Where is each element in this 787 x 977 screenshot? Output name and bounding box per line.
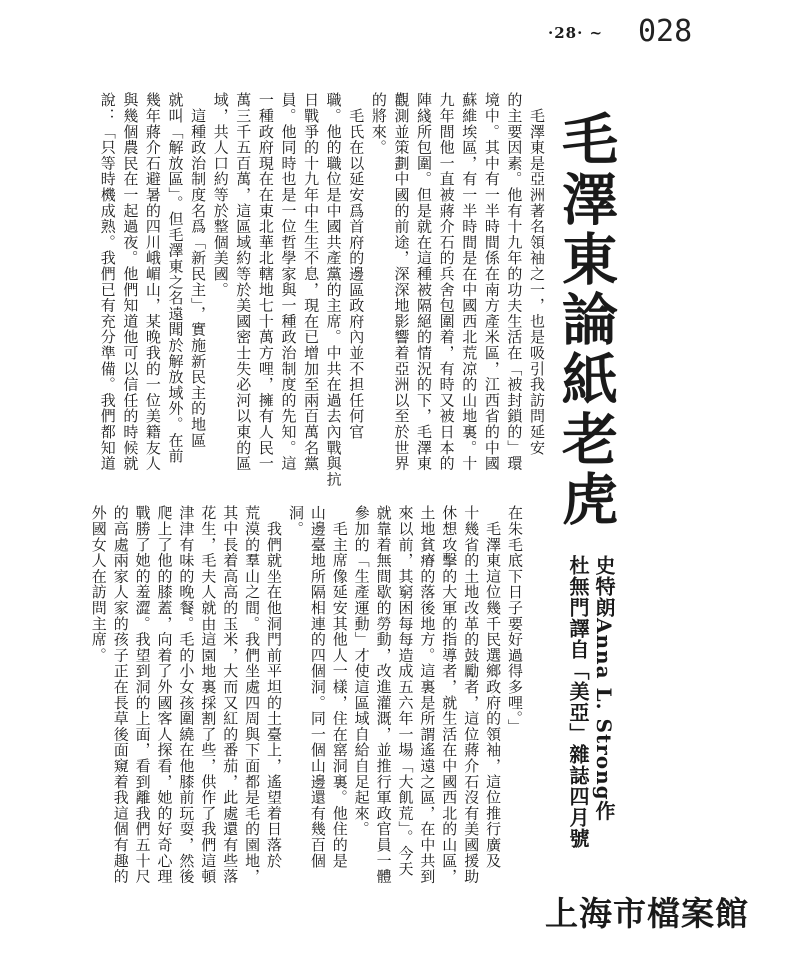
article-title: 毛澤東論紙老虎 [553,110,619,530]
text-column: 其中長着高高的玉米，大而又紅的番茄，此處還有些落 [221,505,240,885]
text-column: 的將來。 [369,92,388,156]
text-column: 毛澤東是亞洲著名領袖之一，也是吸引我訪問延安 [528,92,546,456]
text-column: 荒漠的羣山之間。我們坐處四周與下面都是毛的園地， [243,505,262,885]
text-column: 毛主席像延安其他人一樣，住在窰洞裏。他住的是 [330,505,349,869]
lower-text-block [87,505,525,885]
text-column: 在朱毛底下日子要好過得多哩。」 [506,505,524,735]
text-column: 十幾省的土地改革的鼓勵者，這位蔣介石沒有美國援助 [462,505,481,885]
text-column: 津津有味的晚餐。毛的小女孩圍繞在他膝前玩耍，然後 [177,505,196,885]
text-column: 就叫「解放區」。但毛澤東之名遠聞於解放域外。在前 [166,92,185,464]
archive-stamp: 上海市檔案館 [545,894,749,933]
translator-byline: 杜無門譯自「美亞」雜誌四月號 [566,555,590,849]
text-column: 山邊臺地所隔相連的四個洞。同一個山邊還有幾百個 [308,505,327,869]
upper-text-block [96,92,548,487]
text-column: 九年間他一直被蔣介石的兵舍包圍着，有時又被日本的 [437,92,456,472]
text-column: 萬三千五百萬，這區域約等於美國密士失必河以東的區 [234,92,253,472]
text-column: 境中。其中有一半時間係在南方產米區，江西省的中國 [482,92,501,472]
text-column: 觀測並策劃中國的前途，深深地影響着亞洲以至於世界 [392,92,411,472]
text-column: 域，共人口約等於整個美國。 [211,92,230,298]
text-column: 我們就坐在他洞門前平坦的土臺上，遙望着日落於 [265,505,284,869]
text-column: 與幾個農民在一起過夜。他們知道他可以信任的時候就 [121,92,140,472]
text-column: 就靠着無間歇的勞動，改進灌溉，並推行軍政官員一體 [374,505,393,885]
text-column: 花生，毛夫人就由這園地裏採割了些，供作了我們這頓 [199,505,218,885]
text-column: 日戰爭的十九年中生生不息，現在已增加至兩百萬名黨 [302,92,321,472]
text-column: 這種政治制度名爲「新民主」，實施新民主的地區 [189,92,208,448]
text-column: 說：「只等時機成熟。我們已有充分準備。我們都知道 [98,92,117,472]
text-column: 蘇維埃區，有一半時間是在中國西北荒凉的山地裏。十 [460,92,479,472]
archive-number: 028 [638,14,693,49]
text-column: 爬上了他的膝蓋，向着了外國客人探看，她的好奇心理 [155,505,174,885]
text-column: 毛氏在以延安爲首府的邊區政府內並不担任何官 [347,92,366,440]
text-column: 參加的「生產運動」才使這區域自給自足起來。 [352,505,371,837]
text-column: 一種政府現在在東北華北轄地七十萬方哩，擁有人民一 [256,92,275,472]
text-column: 毛澤東這位幾千民選鄉政府的領袖，這位推行廣及 [484,505,503,869]
page-number: ·28· ~ [548,24,604,42]
text-column: 員。他同時也是一位哲學家與一種政治制度的先知。這 [279,92,298,472]
text-column: 外國女人在訪問主席。 [89,505,108,663]
text-column: 土地貧瘠的落後地方。這裏是所謂遙遠之區，在中共到 [418,505,437,885]
text-column: 來以前，其窮困每每造成五六年一場「大飢荒」。今天 [396,505,415,877]
text-column: 幾年蔣介石避暑的四川峨嵋山，某晚我的一位美籍友人 [143,92,162,472]
text-column: 陣綫所包圍。但是就在這種被隔絕的情況的下，毛澤東 [415,92,434,472]
text-column: 休想攻擊的大軍的指導者，就生活在中國西北的山區， [440,505,459,885]
text-column: 的主要因素。他有十九年的功夫生活在「被封鎖的」環 [505,92,524,472]
text-column: 洞。 [286,505,305,537]
text-column: 戰勝了她的羞澀。我望到洞的上面，看到離我們五十尺 [133,505,152,885]
author-byline: 史特朗Anna L. Strong作 [592,555,616,822]
text-column: 職。他的職位是中國共產黨的主席。中共在過去內戰與抗 [324,92,343,487]
text-column: 的高處兩家人家的孩子正在長草後面窺着我這個有趣的 [111,505,130,885]
